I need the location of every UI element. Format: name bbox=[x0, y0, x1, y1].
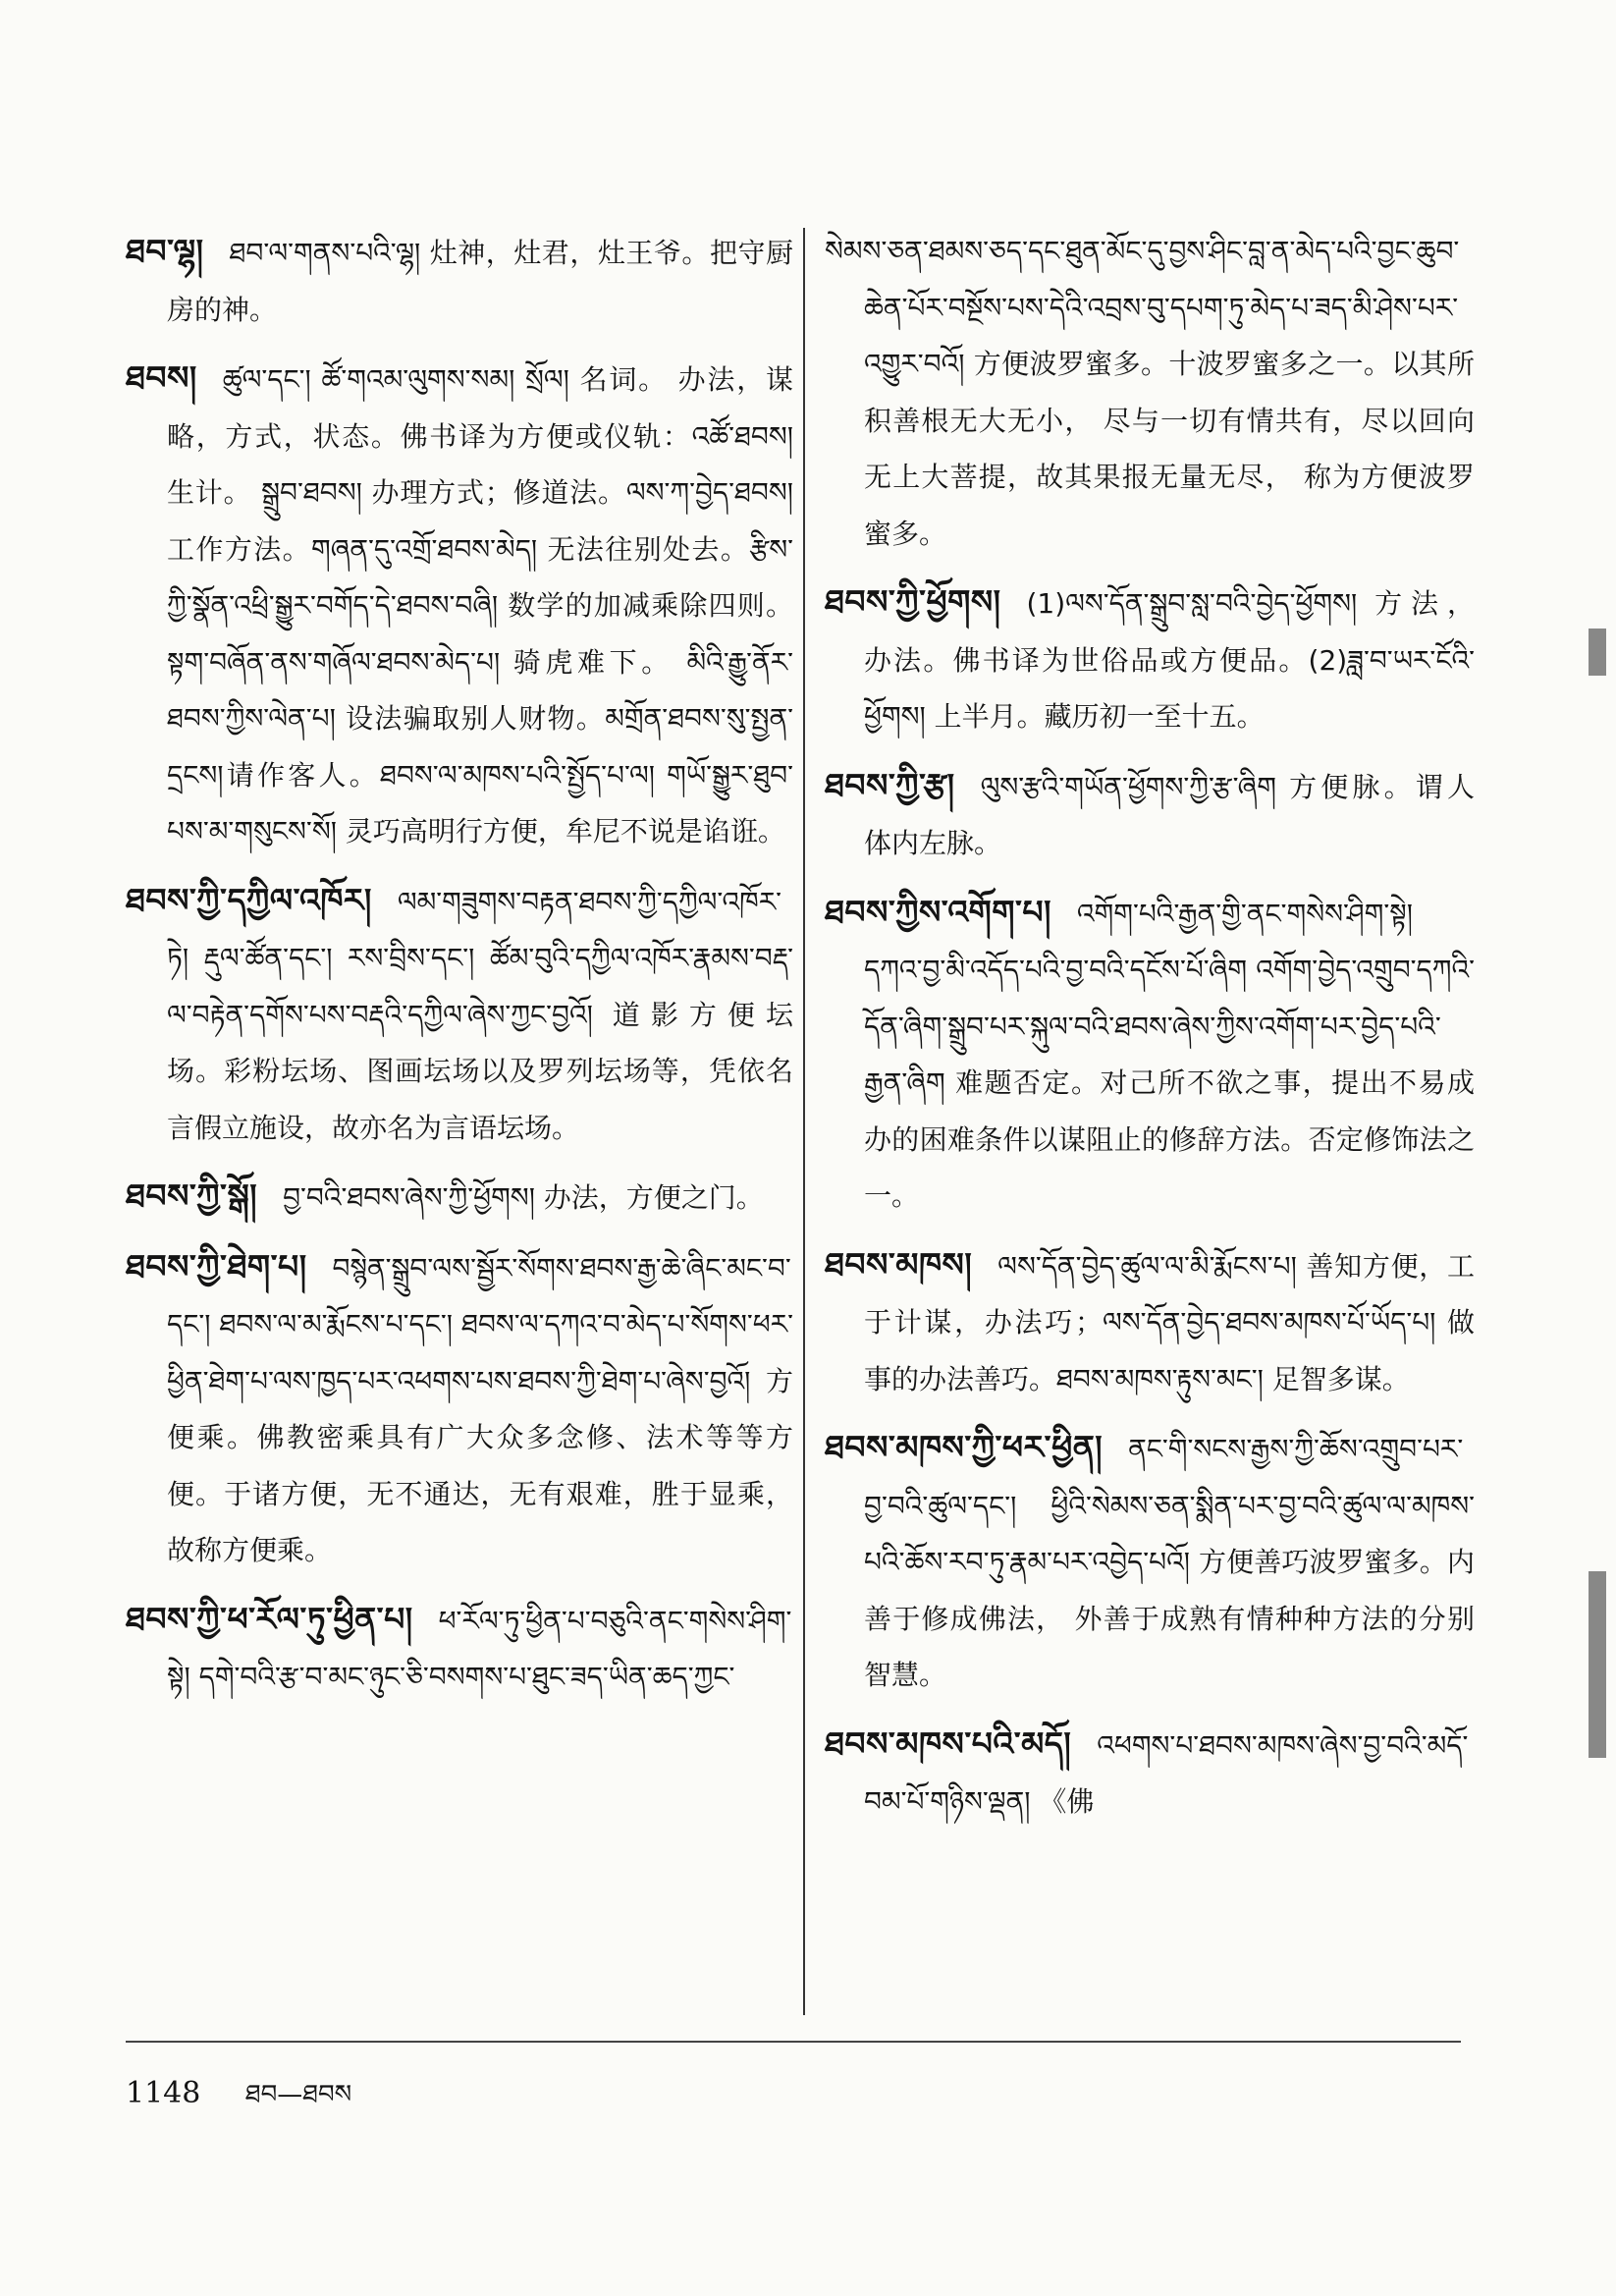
entry-headword: ཐབས་མཁས་པའི་མདོ། bbox=[825, 1723, 1072, 1763]
entry-headword: ཐབས་ཀྱི་རྩ། bbox=[825, 765, 955, 804]
column-divider bbox=[803, 228, 805, 2015]
entry-headword: ཐབས་ཀྱི་ཕྱོགས། bbox=[825, 582, 1001, 621]
scan-edge-mark bbox=[1589, 629, 1606, 676]
page-headword-range: ཐབ—ཐབས bbox=[244, 2080, 352, 2109]
entry-definition: ཐབ་ལ་གནས་པའི་ལྷ། 灶神，灶君，灶王爷。把守厨房的神。 bbox=[167, 237, 793, 326]
dictionary-entry bbox=[126, 1592, 793, 1707]
dictionary-entry bbox=[126, 351, 793, 861]
entry-headword: ཐབས་ཀྱི་དཀྱིལ་འཁོར། bbox=[126, 880, 372, 919]
dictionary-entry bbox=[126, 873, 793, 1158]
entry-definition: འགོག་པའི་རྒྱན་གྱི་ནང་གསེས་ཤིག་སྟེ། དཀའ་བྱ་མི་འདོད་པའི་བྱ་བའི་དངོས་པོ་ཞིག འགོག་བྱེད་འགྲུབ་དཀའི་དོན་ཞིག་སྒྲུབ་པར་སྐུལ་བའི་ཐབས་ཞེས་ཀྱིས་འགོག་པར་བྱེད་པའི་རྒྱན་ཞིག 难题否定。对己所不欲之事，提出不易成办的困难条件以谋阻止的修辞方法。否定修饰法之一。 bbox=[864, 897, 1475, 1212]
left-column bbox=[126, 224, 793, 1719]
right-column bbox=[825, 224, 1475, 1843]
entry-definition: (1)ལས་དོན་སྒྲུབ་སླ་བའི་བྱེད་ཕྱོགས། 方法，办法。佛书译为世俗品或方便品。(2)ཟླ་བ་ཡར་ངོའི་ཕྱོགས། 上半月。藏历初一至十五。 bbox=[864, 587, 1475, 733]
entry-definition: ཕ་རོལ་ཏུ་ཕྱིན་པ་བཅུའི་ནང་གསེས་ཤིག་སྟེ། དགེ་བའི་རྩ་བ་མང་ཉུང་ཅི་བསགས་པ་ཐུང་ཟད་ཡིན་ཆད་ཀྱང་ bbox=[167, 1604, 792, 1693]
entry-headword: ཐབ་ལྷ། bbox=[126, 232, 204, 270]
dictionary-entry bbox=[825, 758, 1475, 873]
page-number: 1148 bbox=[126, 2076, 201, 2110]
entry-headword: ཐབས་ཀྱིས་འགོག་པ། bbox=[825, 892, 1051, 931]
entry-definition: ནང་གི་སངས་རྒྱས་ཀྱི་ཆོས་འགྲུབ་པར་བྱ་བའི་ཚུལ་དང་། ཕྱིའི་སེམས་ཅན་སྨིན་པར་བྱ་བའི་ཚུལ་ལ་མཁས་པའི་ཆོས་རབ་ཏུ་རྣམ་པར་འབྱེད་པའོ། 方便善巧波罗蜜多。内善于修成佛法， 外善于成熟有情种种方法的分别智慧。 bbox=[864, 1433, 1475, 1691]
dictionary-entry bbox=[126, 224, 793, 339]
footer-rule bbox=[126, 2041, 1461, 2043]
entry-definition: ལས་དོན་བྱེད་ཚུལ་ལ་མི་རྨོངས་པ། 善知方便，工于计谋，办法巧；ལས་དོན་བྱེད་ཐབས་མཁས་པོ་ཡོད་པ། 做事的办法善巧。ཐབས་མཁས་རྟུས་མང་། 足智多谋。 bbox=[864, 1249, 1475, 1395]
dictionary-entry bbox=[825, 1717, 1475, 1831]
entry-headword: ཐབས་ཀྱི་ཐེག་པ། bbox=[126, 1246, 307, 1285]
entry-definition: བྱ་བའི་ཐབས་ཞེས་ཀྱི་ཕྱོགས། 办法，方便之门。 bbox=[283, 1181, 764, 1214]
entry-headword: ཐབས་ཀྱི་སྒོ། bbox=[126, 1176, 258, 1215]
dictionary-entry bbox=[825, 1237, 1475, 1409]
dictionary-entry bbox=[825, 574, 1475, 746]
dictionary-entry bbox=[126, 1169, 793, 1228]
entry-definition: བསྙེན་སྒྲུབ་ལས་སྦྱོར་སོགས་ཐབས་རྒྱ་ཆེ་ཞིང་མང་བ་དང་། ཐབས་ལ་མ་རྨོངས་པ་དང་། ཐབས་ལ་དཀའ་བ་མེད་པ་སོགས་ཕར་ཕྱིན་ཐེག་པ་ལས་ཁྱད་པར་འཕགས་པས་ཐབས་ཀྱི་ཐེག་པ་ཞེས་བྱའོ། 方便乘。佛教密乘具有广大众多念修、法术等等方便。于诸方便，无不通达，无有艰难，胜于显乘，故称方便乘。 bbox=[167, 1251, 793, 1566]
entry-definition: ལུས་རྩའི་གཡོན་ཕྱོགས་ཀྱི་རྩ་ཞིག 方便脉。谓人体内左脉。 bbox=[864, 770, 1475, 859]
entry-headword: ཐབས་ཀྱི་ཕ་རོལ་ཏུ་ཕྱིན་པ། bbox=[126, 1599, 413, 1638]
entry-definition: ལམ་གཟུགས་བརྟན་ཐབས་ཀྱི་དཀྱིལ་འཁོར་ཏེ། རྡུལ་ཚོན་དང་། རས་བྲིས་དང་། ཚོམ་བུའི་དཀྱིལ་འཁོར་རྣམས་བརྡ་ལ་བརྟེན་དགོས་པས་བརྡའི་དཀྱིལ་ཞེས་ཀྱང་བྱའོ། 道影方便坛场。彩粉坛场、图画坛场以及罗列坛场等，凭依名言假立施设，故亦名为言语坛场。 bbox=[167, 885, 793, 1144]
entry-headword: ཐབས་མཁས། bbox=[825, 1244, 973, 1284]
scan-edge-mark bbox=[1589, 1571, 1606, 1758]
entry-headword: ཐབས་མཁས་ཀྱི་ཕར་ཕྱིན། bbox=[825, 1428, 1104, 1466]
dictionary-entry bbox=[825, 885, 1475, 1226]
page-footer bbox=[126, 2066, 351, 2138]
dictionary-entry bbox=[825, 1420, 1475, 1705]
entry-headword: ཐབས། bbox=[126, 358, 197, 397]
dictionary-entry bbox=[126, 1239, 793, 1580]
dictionary-entry-continuation bbox=[825, 224, 1475, 563]
entry-definition: འཕགས་པ་ཐབས་མཁས་ཞེས་བྱ་བའི་མདོ་བམ་པོ་གཉིས་ལྡན། 《佛 bbox=[864, 1728, 1469, 1818]
entry-definition: ཚུལ་དང་། ཚོ་གའམ་ལུགས་སམ། སྲོལ། 名词。 办法，谋略，方式，状态。佛书译为方便或仪轨：འཚོ་ཐབས། 生计。 སྒྲུབ་ཐབས། 办理方式；修道法。ལས་ཀ་བྱེད་ཐབས། 工作方法。གཞན་དུ་འགྲོ་ཐབས་མེད། 无法往别处去。རྩིས་ཀྱི་སྣོན་འཕྲི་སྒྱུར་བགོད་དེ་ཐབས་བཞི། 数学的加减乘除四则。 སྟག་བཞོན་ནས་གཞོལ་ཐབས་མེད་པ། 骑虎难下。 མིའི་རྒྱུ་ནོར་ཐབས་ཀྱིས་ལེན་པ། 设法骗取别人财物。མགྲོན་ཐབས་སུ་སྤྱན་དྲངས།请作客人。ཐབས་ལ་མཁས་པའི་སྤྱོད་པ་ལ། གཡོ་སྒྱུར་ཐུབ་པས་མ་གསུངས་སོ། 灵巧高明行方便，牟尼不说是谄诳。 bbox=[167, 363, 793, 847]
entry-continuation-text: སེམས་ཅན་ཐམས་ཅད་དང་ཐུན་མོང་དུ་བྱས་ཤིང་བླ་ན་མེད་པའི་བྱང་ཆུབ་ཆེན་པོར་བསྔོས་པས་དེའི་འབྲས་བུ་དཔག་ཏུ་མེད་པ་ཟད་མི་ཤེས་པར་འགྱུར་བའོ། 方便波罗蜜多。十波罗蜜多之一。以其所积善根无大无小， 尽与一切有情共有，尽以回向无上大菩提，故其果报无量无尽， 称为方便波罗蜜多。 bbox=[825, 235, 1475, 550]
